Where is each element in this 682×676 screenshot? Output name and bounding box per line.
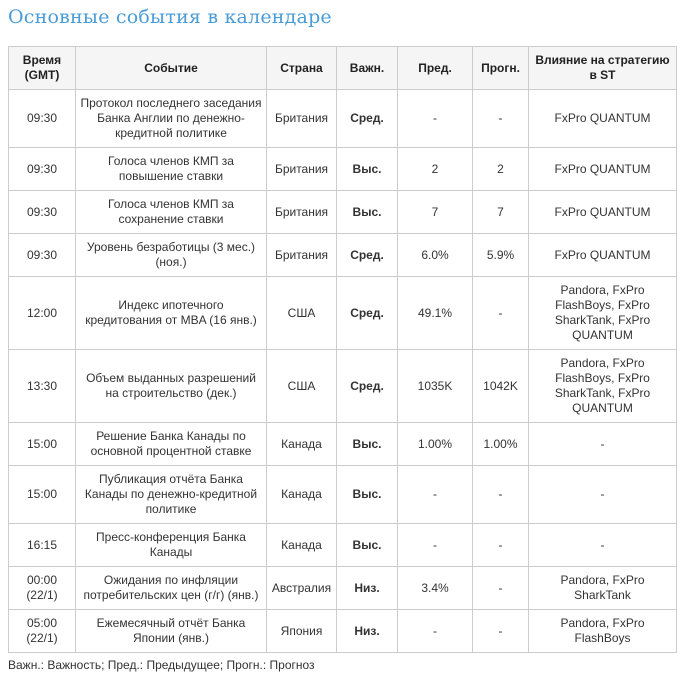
table-row	[9, 277, 677, 350]
event-previous: -	[398, 466, 473, 524]
event-time: 15:00	[9, 466, 76, 524]
event-name: Уровень безработицы (3 мес.) (ноя.)	[76, 234, 267, 277]
event-previous: 6.0%	[398, 234, 473, 277]
event-impact: Pandora, FxPro FlashBoys, FxPro SharkTank, FxPro QUANTUM	[529, 350, 677, 423]
event-forecast: -	[473, 466, 529, 524]
event-country: Япония	[267, 610, 337, 653]
event-time: 09:30	[9, 148, 76, 191]
event-name: Голоса членов КМП за сохранение ставки	[76, 191, 267, 234]
event-importance: Сред.	[337, 234, 398, 277]
table-row	[9, 466, 677, 524]
table-row	[9, 524, 677, 567]
event-previous: -	[398, 90, 473, 148]
page-title: Основные события в календаре	[8, 6, 332, 28]
event-country: США	[267, 277, 337, 350]
event-forecast: -	[473, 610, 529, 653]
event-forecast: -	[473, 90, 529, 148]
economic-calendar-table	[8, 46, 677, 653]
event-impact: -	[529, 524, 677, 567]
legend-footnote: Важн.: Важность; Пред.: Предыдущее; Прогн.: Прогноз	[8, 658, 315, 672]
event-country: Британия	[267, 148, 337, 191]
event-name: Голоса членов КМП за повышение ставки	[76, 148, 267, 191]
table-row	[9, 423, 677, 466]
event-name: Объем выданных разрешений на строительство (дек.)	[76, 350, 267, 423]
event-forecast: 5.9%	[473, 234, 529, 277]
event-impact: -	[529, 466, 677, 524]
event-country: Канада	[267, 423, 337, 466]
event-previous: 2	[398, 148, 473, 191]
event-name: Пресс-конференция Банка Канады	[76, 524, 267, 567]
event-time: 16:15	[9, 524, 76, 567]
event-time: 13:30	[9, 350, 76, 423]
column-header-event: Событие	[76, 47, 267, 90]
event-time: 15:00	[9, 423, 76, 466]
event-previous: 7	[398, 191, 473, 234]
table-row	[9, 610, 677, 653]
table-header-row	[9, 47, 677, 90]
table-body	[9, 90, 677, 653]
event-importance: Сред.	[337, 277, 398, 350]
event-country: Британия	[267, 90, 337, 148]
event-impact: FxPro QUANTUM	[529, 90, 677, 148]
event-name: Ежемесячный отчёт Банка Японии (янв.)	[76, 610, 267, 653]
event-previous: 3.4%	[398, 567, 473, 610]
event-name: Публикация отчёта Банка Канады по денежно-кредитной политике	[76, 466, 267, 524]
event-impact: Pandora, FxPro FlashBoys	[529, 610, 677, 653]
event-country: Канада	[267, 466, 337, 524]
event-forecast: 1.00%	[473, 423, 529, 466]
event-country: Британия	[267, 234, 337, 277]
table-header	[9, 47, 677, 90]
table-row	[9, 191, 677, 234]
event-impact: Pandora, FxPro FlashBoys, FxPro SharkTank, FxPro QUANTUM	[529, 277, 677, 350]
event-name: Индекс ипотечного кредитования от MBA (16 янв.)	[76, 277, 267, 350]
event-country: Австралия	[267, 567, 337, 610]
table-row	[9, 148, 677, 191]
column-header-forecast: Прогн.	[473, 47, 529, 90]
event-name: Решение Банка Канады по основной процентной ставке	[76, 423, 267, 466]
event-forecast: 1042K	[473, 350, 529, 423]
event-importance: Выс.	[337, 466, 398, 524]
event-time: 09:30	[9, 191, 76, 234]
event-name: Протокол последнего заседания Банка Англии по денежно-кредитной политике	[76, 90, 267, 148]
event-importance: Выс.	[337, 191, 398, 234]
event-forecast: -	[473, 277, 529, 350]
table-row	[9, 90, 677, 148]
event-importance: Низ.	[337, 567, 398, 610]
event-time: 12:00	[9, 277, 76, 350]
column-header-impact: Влияние на стратегию в ST	[529, 47, 677, 90]
event-impact: FxPro QUANTUM	[529, 148, 677, 191]
event-importance: Выс.	[337, 423, 398, 466]
event-previous: 1035K	[398, 350, 473, 423]
event-forecast: 2	[473, 148, 529, 191]
event-country: Канада	[267, 524, 337, 567]
event-impact: FxPro QUANTUM	[529, 191, 677, 234]
event-country: Британия	[267, 191, 337, 234]
event-forecast: -	[473, 524, 529, 567]
event-impact: FxPro QUANTUM	[529, 234, 677, 277]
event-importance: Сред.	[337, 350, 398, 423]
event-impact: -	[529, 423, 677, 466]
table-row	[9, 567, 677, 610]
column-header-importance: Важн.	[337, 47, 398, 90]
event-country: США	[267, 350, 337, 423]
column-header-time: Время (GMT)	[9, 47, 76, 90]
event-time: 05:00 (22/1)	[9, 610, 76, 653]
column-header-previous: Пред.	[398, 47, 473, 90]
event-previous: -	[398, 524, 473, 567]
table-row	[9, 234, 677, 277]
event-forecast: -	[473, 567, 529, 610]
event-time: 09:30	[9, 90, 76, 148]
event-importance: Выс.	[337, 148, 398, 191]
event-previous: -	[398, 610, 473, 653]
event-time: 09:30	[9, 234, 76, 277]
event-importance: Сред.	[337, 90, 398, 148]
event-importance: Низ.	[337, 610, 398, 653]
event-importance: Выс.	[337, 524, 398, 567]
table-row	[9, 350, 677, 423]
event-name: Ожидания по инфляции потребительских цен (г/г) (янв.)	[76, 567, 267, 610]
event-previous: 49.1%	[398, 277, 473, 350]
event-forecast: 7	[473, 191, 529, 234]
column-header-country: Страна	[267, 47, 337, 90]
event-time: 00:00 (22/1)	[9, 567, 76, 610]
event-previous: 1.00%	[398, 423, 473, 466]
event-impact: Pandora, FxPro SharkTank	[529, 567, 677, 610]
